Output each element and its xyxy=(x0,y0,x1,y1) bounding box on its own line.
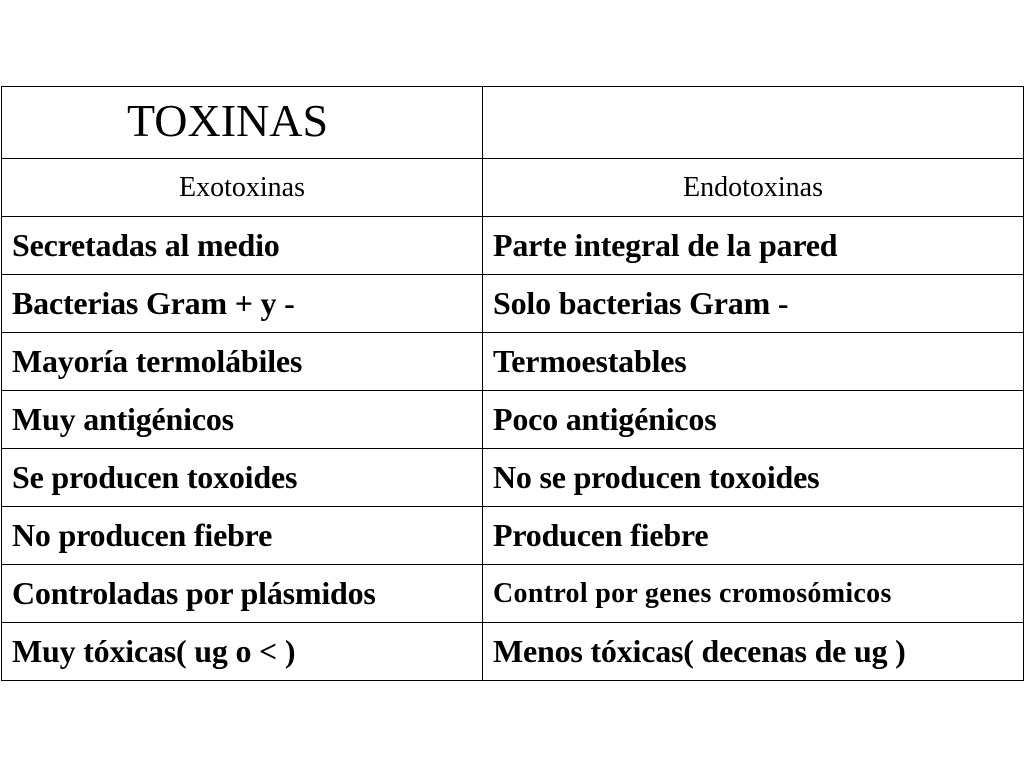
table-row xyxy=(2,565,1024,623)
endotoxin-cell: Producen fiebre xyxy=(483,507,1024,565)
exotoxin-cell: Se producen toxoides xyxy=(2,449,483,507)
table-row xyxy=(2,507,1024,565)
table-row xyxy=(2,333,1024,391)
exotoxin-cell: Secretadas al medio xyxy=(2,217,483,275)
header-row xyxy=(2,159,1024,217)
exotoxin-cell: Muy antigénicos xyxy=(2,391,483,449)
endotoxin-cell: Termoestables xyxy=(483,333,1024,391)
exotoxin-cell: Mayoría termolábiles xyxy=(2,333,483,391)
title-row xyxy=(2,87,1024,159)
table-row xyxy=(2,217,1024,275)
header-endotoxinas: Endotoxinas xyxy=(483,159,1024,217)
header-exotoxinas: Exotoxinas xyxy=(2,159,483,217)
endotoxin-cell: Menos tóxicas( decenas de ug ) xyxy=(483,623,1024,681)
table-row xyxy=(2,391,1024,449)
table-row xyxy=(2,275,1024,333)
table-row xyxy=(2,623,1024,681)
table-row xyxy=(2,449,1024,507)
table-title: TOXINAS xyxy=(127,95,329,146)
exotoxin-cell: Bacterias Gram + y - xyxy=(2,275,483,333)
endotoxin-cell: No se producen toxoides xyxy=(483,449,1024,507)
title-cell-empty xyxy=(483,87,1024,159)
title-cell xyxy=(2,87,483,159)
endotoxin-cell: Poco antigénicos xyxy=(483,391,1024,449)
exotoxin-cell: No producen fiebre xyxy=(2,507,483,565)
exotoxin-cell: Muy tóxicas( ug o < ) xyxy=(2,623,483,681)
endotoxin-cell: Parte integral de la pared xyxy=(483,217,1024,275)
toxin-comparison-table xyxy=(1,86,1024,681)
endotoxin-cell: Control por genes cromosómicos xyxy=(483,565,1024,623)
exotoxin-cell: Controladas por plásmidos xyxy=(2,565,483,623)
endotoxin-cell: Solo bacterias Gram - xyxy=(483,275,1024,333)
